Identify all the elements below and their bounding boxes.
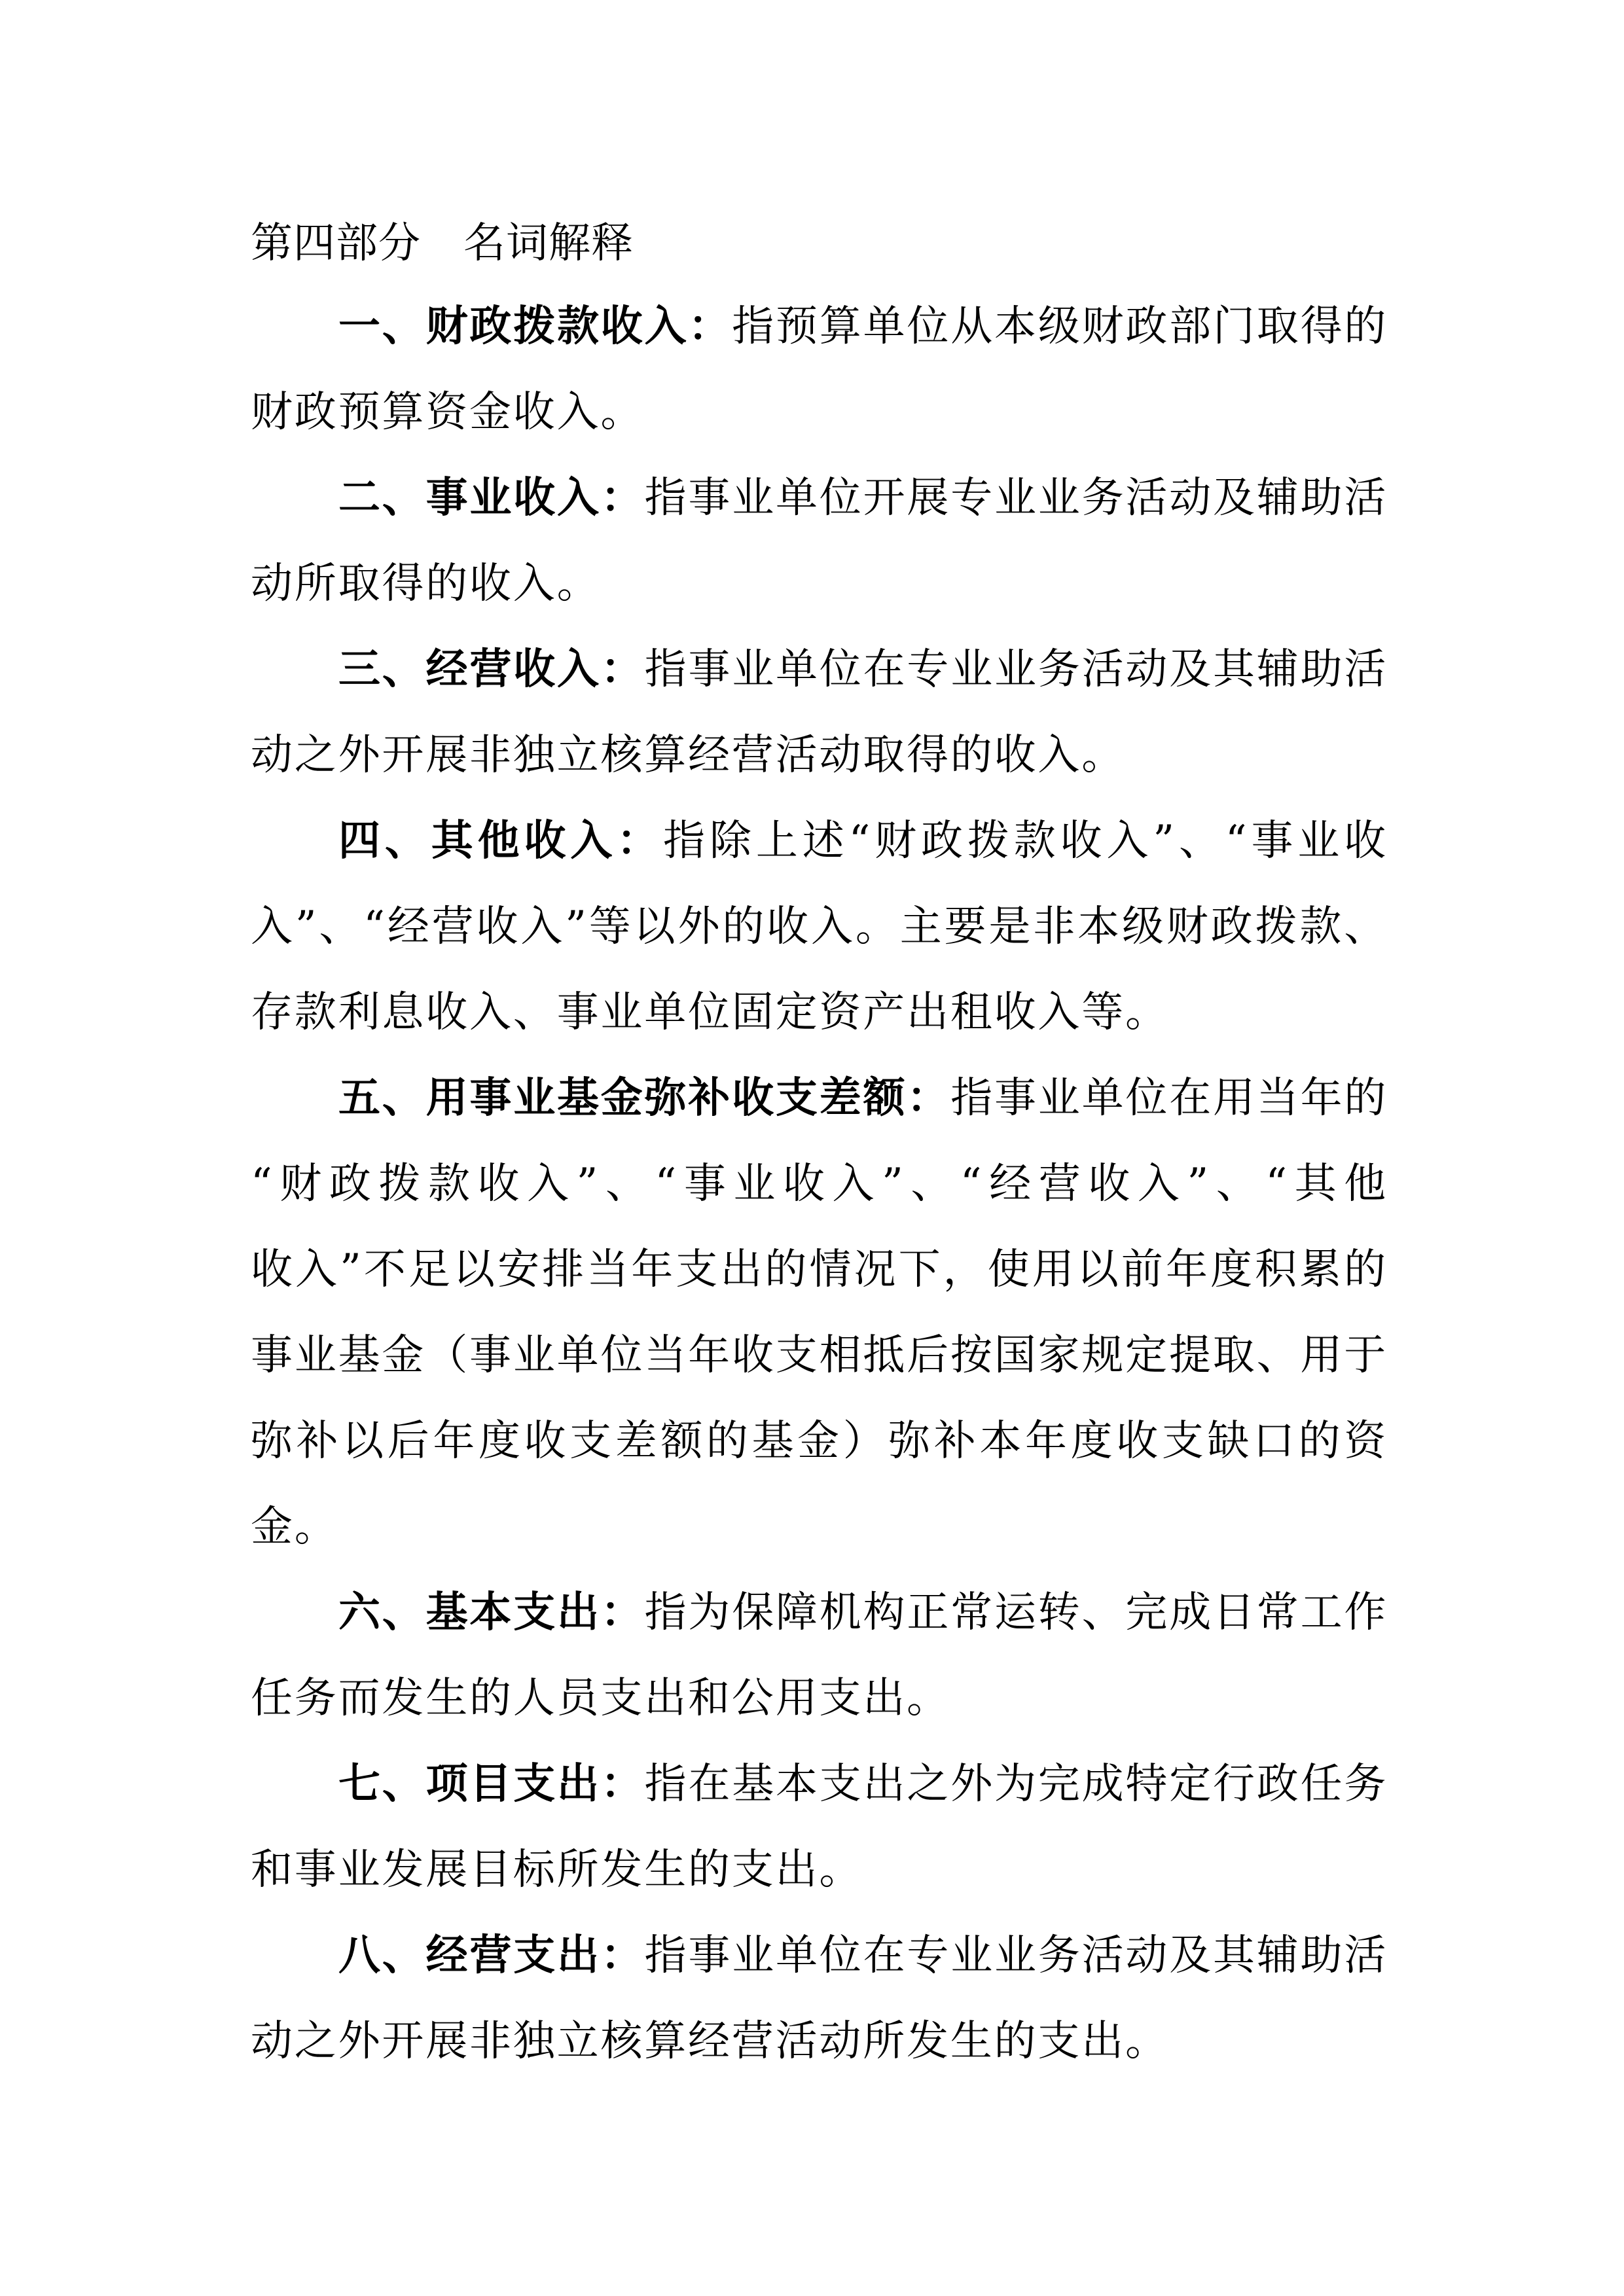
definition-line: 任务而发生的人员支出和公用支出。 (251, 1674, 950, 1723)
definition-line: 事业基金（事业单位当年收支相抵后按国家规定提取、用于 (251, 1331, 1388, 1380)
definition-line (251, 627, 1388, 713)
definition-line (251, 798, 1388, 884)
definition-line: 动之外开展非独立核算经营活动所发生的支出。 (251, 2017, 1169, 2066)
definition-line: “财政拨款收入”、“事业收入”、“经营收入”、“其他 (251, 1160, 1388, 1208)
definition-line (251, 284, 1388, 370)
definition-line: 存款利息收入、事业单位固定资产出租收入等。 (251, 988, 1169, 1037)
definition-text: 指为保障机构正常运转、完成日常工作 (644, 1588, 1388, 1637)
definition-text: 指事业单位在专业业务活动及其辅助活 (644, 645, 1388, 694)
definition-text: 指事业单位在专业业务活动及其辅助活 (644, 1931, 1388, 1980)
definition-text: 指除上述“财政拨款收入”、“事业收 (663, 817, 1388, 865)
definition-term: 八、经营支出： (338, 1931, 645, 1980)
definition-line (251, 1742, 1388, 1827)
definition-term: 一、财政拨款收入： (338, 302, 732, 351)
definition-line: 收入”不足以安排当年支出的情况下，使用以前年度积累的 (251, 1246, 1388, 1294)
definition-line: 动所取得的收入。 (251, 560, 601, 608)
definition-term: 五、用事业基金弥补收支差额： (338, 1074, 951, 1122)
definition-line (251, 1056, 1388, 1141)
definition-text: 指预算单位从本级财政部门取得的 (732, 302, 1388, 351)
definition-text: 指事业单位开展专业业务活动及辅助活 (644, 474, 1388, 522)
definition-term: 二、事业收入： (338, 474, 645, 522)
definition-text: 指事业单位在用当年的 (950, 1074, 1388, 1122)
definition-line: 动之外开展非独立核算经营活动取得的收入。 (251, 731, 1125, 780)
definition-line (251, 1913, 1388, 1999)
definition-line (251, 1570, 1388, 1656)
document-body (251, 203, 1388, 2085)
definition-line: 金。 (251, 1503, 338, 1551)
definition-text: 指在基本支出之外为完成特定行政任务 (644, 1760, 1388, 1808)
definition-term: 三、经营收入： (338, 645, 645, 694)
definition-term: 七、项目支出： (338, 1760, 645, 1808)
definition-term: 六、基本支出： (338, 1588, 645, 1637)
definition-line: 弥补以后年度收支差额的基金）弥补本年度收支缺口的资 (251, 1417, 1388, 1465)
definition-line (251, 456, 1388, 541)
definition-line: 和事业发展目标所发生的支出。 (251, 1846, 863, 1894)
section-title: 第四部分 名词解释 (251, 219, 634, 268)
definition-term: 四、其他收入： (338, 817, 664, 865)
definition-line: 财政预算资金收入。 (251, 388, 645, 437)
definition-line: 入”、“经营收入”等以外的收入。主要是非本级财政拨款、 (251, 903, 1388, 951)
